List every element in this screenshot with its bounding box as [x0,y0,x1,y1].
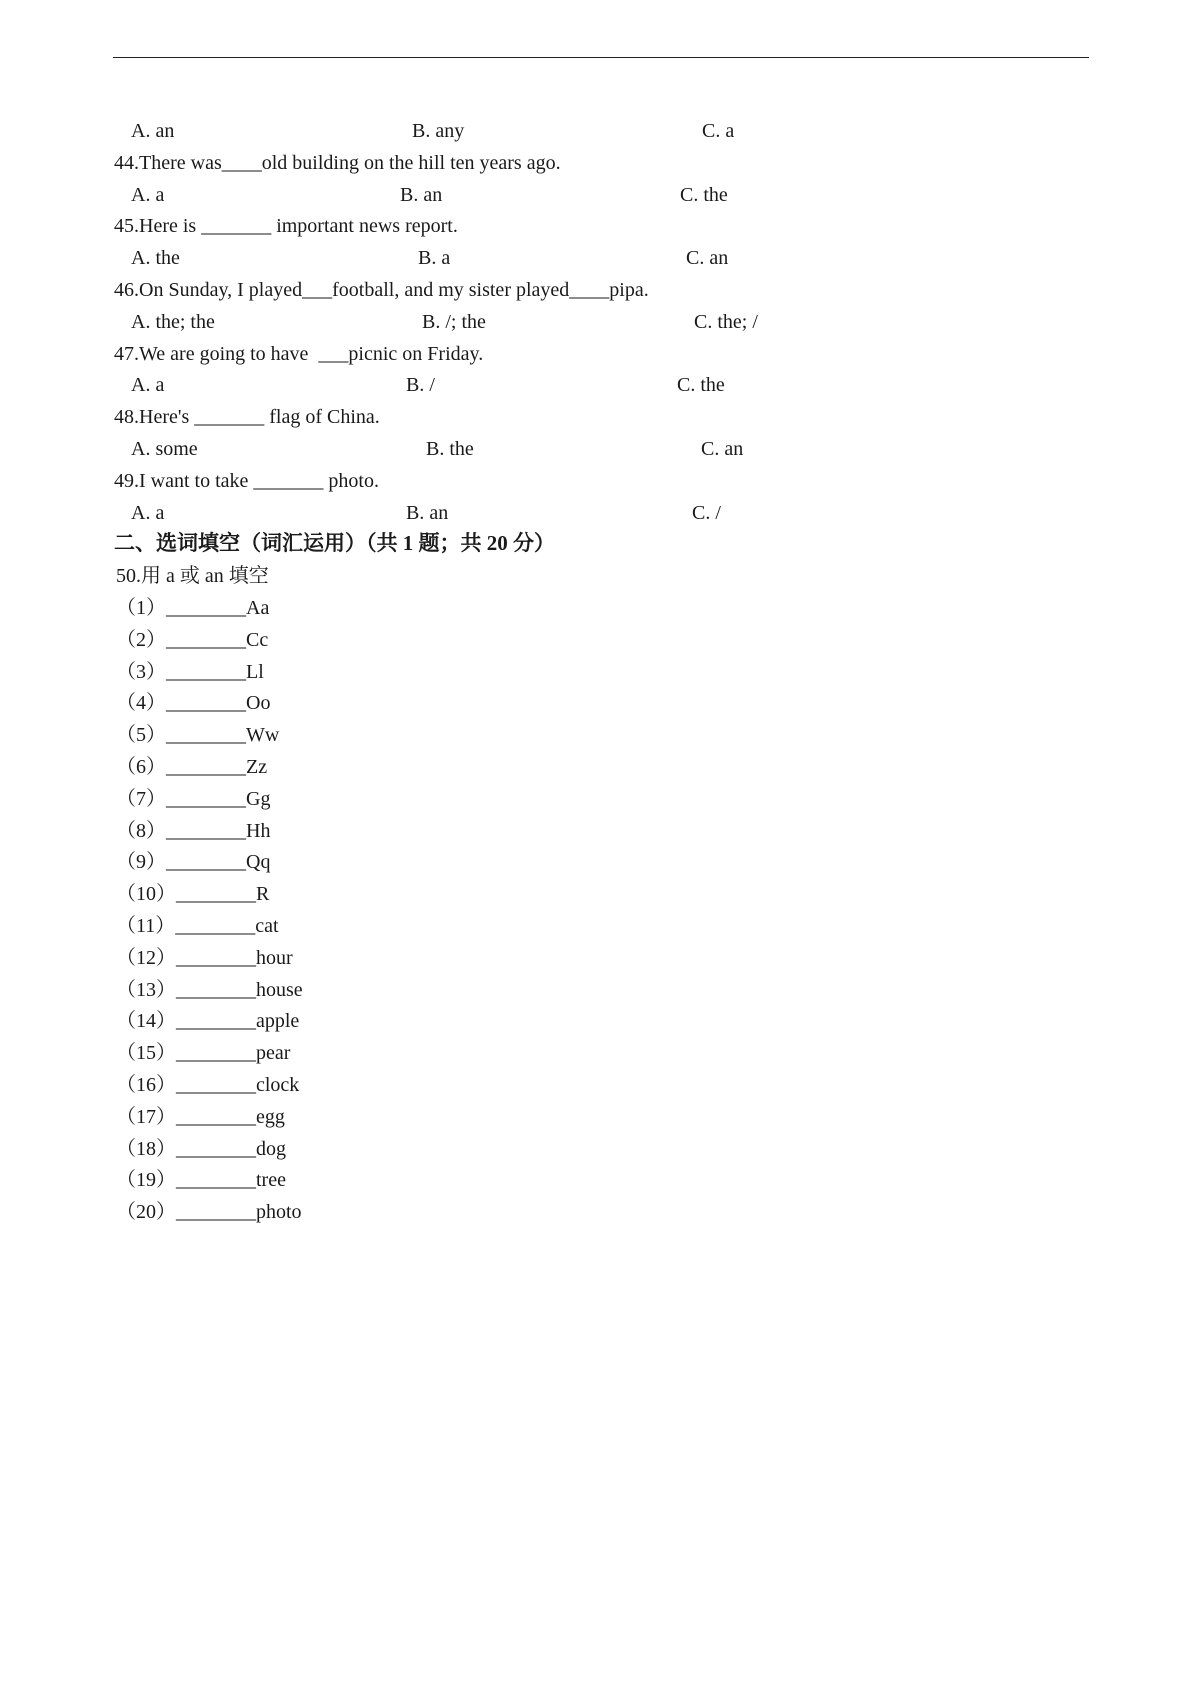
option-b[interactable]: B. / [406,374,435,397]
question-text: 49.I want to take _______ photo. [114,469,379,492]
answer-options-row [0,180,1200,210]
option-a[interactable]: A. a [131,374,165,397]
question-text: 45.Here is _______ important news report. [114,215,458,238]
option-b[interactable]: B. a [418,247,451,270]
fill-blank-item[interactable]: （1）________Aa [116,597,270,619]
option-c[interactable]: C. / [692,501,721,524]
fill-blank-item[interactable]: （11）________cat [116,915,279,937]
fill-blank-item[interactable]: （7）________Gg [116,787,271,810]
option-a[interactable]: A. the; the [131,310,215,333]
option-a[interactable]: A. a [131,501,165,524]
fill-blank-item[interactable]: （14）________apple [116,1010,300,1033]
fill-blank-item[interactable]: （9）________Qq [116,851,271,874]
fill-blank-item[interactable]: （13）________house [116,978,303,1001]
fill-blank-item[interactable]: （20）________photo [116,1201,302,1224]
option-b[interactable]: B. an [406,501,449,524]
fill-blank-item[interactable]: （19）________tree [116,1169,286,1192]
option-b[interactable]: B. any [412,120,465,142]
section-heading: 二、选词填空（词汇运用）（共 1 题；共 20 分） [114,531,555,556]
fill-blank-item[interactable]: （8）________Hh [116,819,271,842]
question-text: 44.There was____old building on the hill ten years ago. [114,151,561,174]
answer-options-row [0,370,1200,400]
option-c[interactable]: C. the [677,374,725,397]
option-a[interactable]: A. a [131,183,165,206]
question-50-prompt: 50.用 a 或 an 填空 [116,565,269,588]
answer-options-row [0,434,1200,464]
answer-options-row [0,243,1200,273]
fill-blank-item[interactable]: （15）________pear [116,1042,291,1065]
fill-blank-item[interactable]: （12）________hour [116,946,293,969]
question-text: 47.We are going to have ___picnic on Friday. [114,342,484,365]
option-c[interactable]: C. an [701,438,744,460]
fill-blank-item[interactable]: （10）________R [116,883,270,906]
fill-blank-item[interactable]: （6）________Zz [116,756,268,778]
option-b[interactable]: B. /; the [422,310,486,333]
option-c[interactable]: C. the; / [694,310,758,333]
answer-options-row [0,116,1200,146]
fill-blank-item[interactable]: （2）________Cc [116,628,269,651]
option-c[interactable]: C. an [686,247,729,270]
fill-blank-item[interactable]: （17）________egg [116,1105,285,1128]
option-c[interactable]: C. the [680,183,728,206]
question-text: 48.Here's _______ flag of China. [114,406,380,429]
fill-blank-item[interactable]: （16）________clock [116,1074,300,1096]
option-b[interactable]: B. an [400,183,443,206]
question-text: 46.On Sunday, I played___football, and my sister played____pipa. [114,279,649,301]
answer-options-row [0,498,1200,528]
option-a[interactable]: A. the [131,247,180,270]
option-a[interactable]: A. an [131,120,175,142]
fill-blank-item[interactable]: （3）________Ll [116,660,264,683]
option-b[interactable]: B. the [426,438,474,460]
option-a[interactable]: A. some [131,438,198,460]
fill-blank-item[interactable]: （4）________Oo [116,692,271,715]
answer-options-row [0,307,1200,337]
fill-blank-item[interactable]: （5）________Ww [116,724,280,747]
option-c[interactable]: C. a [702,120,735,142]
fill-blank-item[interactable]: （18）________dog [116,1137,286,1160]
